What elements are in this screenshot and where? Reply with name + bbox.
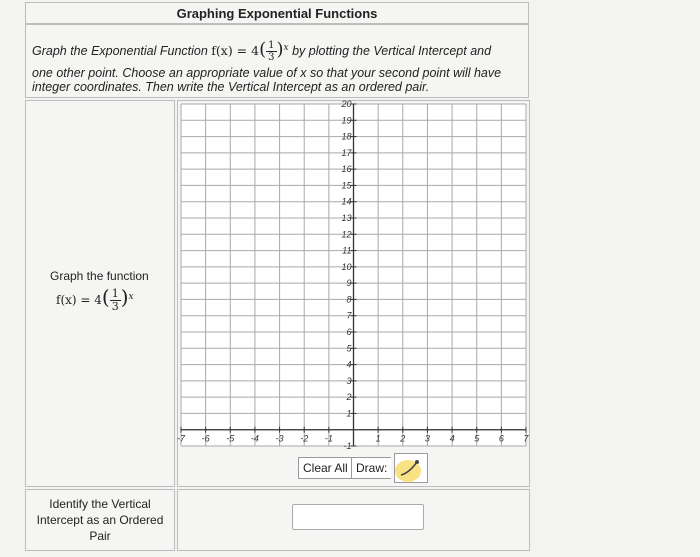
y-tick-label: 4 bbox=[346, 359, 352, 370]
x-tick-label: 3 bbox=[424, 433, 430, 444]
y-tick-label: 10 bbox=[341, 261, 352, 272]
y-tick-label: 20 bbox=[341, 99, 352, 109]
exponent: x bbox=[283, 42, 289, 53]
title-bar bbox=[25, 2, 529, 24]
answer-prompt-line: Intercept as an Ordered bbox=[36, 513, 164, 527]
base-numerator: 1 bbox=[268, 40, 275, 51]
x-tick-label: 4 bbox=[449, 433, 455, 444]
x-tick-label: 1 bbox=[375, 433, 381, 444]
function-expression: f(x) = 4( $\frac{1}{3}$ )$^x$ bbox=[211, 39, 289, 63]
y-tick-label: 3 bbox=[346, 375, 352, 386]
clear-all-button[interactable]: Clear All bbox=[298, 457, 353, 479]
draw-label: Draw: bbox=[351, 457, 391, 479]
graph-panel bbox=[177, 100, 530, 487]
y-tick-label: 5 bbox=[346, 343, 352, 354]
x-tick-label: -1 bbox=[324, 433, 333, 444]
instruction-line-1 bbox=[32, 39, 491, 63]
y-tick-label: 11 bbox=[342, 245, 352, 256]
instruction-line-2: one other point. Choose an appropriate value of x so that your second point will have bbox=[32, 66, 502, 80]
draw-tool-button[interactable] bbox=[394, 453, 428, 483]
function-expression: f(x) = 4( $\frac{1}{3}$ )$^x$ bbox=[56, 285, 134, 313]
function-lhs: f(x) = 4 bbox=[56, 293, 102, 307]
y-tick-label: 19 bbox=[341, 115, 352, 126]
point-tool-icon bbox=[395, 454, 429, 484]
instruction-text: by plotting the Vertical Intercept and bbox=[288, 44, 492, 58]
instruction-text: Graph the Exponential Function bbox=[32, 44, 212, 58]
x-tick-label: -5 bbox=[226, 433, 235, 444]
exponent: x bbox=[128, 292, 134, 302]
instruction-line-3: integer coordinates. Then write the Vertical Intercept as an ordered pair. bbox=[32, 80, 430, 94]
y-tick-label: 13 bbox=[341, 213, 352, 223]
answer-prompt bbox=[26, 496, 174, 544]
answer-prompt-line: Identify the Vertical bbox=[49, 497, 151, 511]
vertical-intercept-input[interactable] bbox=[292, 504, 424, 530]
x-tick-label: -2 bbox=[300, 433, 309, 444]
graph-prompt-label: Graph the function bbox=[50, 269, 149, 283]
x-tick-label: -3 bbox=[275, 433, 284, 444]
y-tick-label: 7 bbox=[346, 310, 352, 321]
instructions-panel bbox=[25, 24, 529, 98]
base-denominator: 3 bbox=[268, 52, 275, 63]
y-tick-label: 9 bbox=[346, 278, 352, 289]
y-tick-label: 17 bbox=[341, 147, 352, 158]
y-tick-label: 1 bbox=[346, 408, 352, 419]
x-tick-label: -4 bbox=[250, 433, 259, 444]
base-denominator: 3 bbox=[111, 300, 119, 313]
answer-prompt-line: Pair bbox=[89, 529, 111, 543]
y-tick-label: 15 bbox=[341, 180, 352, 191]
y-tick-label: 8 bbox=[346, 294, 352, 305]
function-prompt-panel bbox=[25, 100, 175, 487]
answer-input-panel bbox=[177, 489, 530, 551]
x-tick-label: 2 bbox=[400, 433, 406, 444]
y-tick-label: 16 bbox=[341, 164, 352, 175]
y-tick-label: 12 bbox=[341, 229, 352, 240]
y-tick-label: 2 bbox=[346, 392, 352, 403]
x-tick-label: -6 bbox=[201, 433, 210, 444]
x-tick-label: -7 bbox=[176, 433, 186, 444]
function-lhs: f(x) = 4 bbox=[211, 43, 260, 58]
x-tick-label: 7 bbox=[523, 433, 529, 444]
y-tick-label: 6 bbox=[346, 327, 352, 337]
page-title: Graphing Exponential Functions bbox=[176, 6, 378, 21]
answer-prompt-panel bbox=[25, 489, 175, 551]
x-tick-label: 6 bbox=[498, 433, 504, 444]
x-tick-label: 5 bbox=[474, 433, 480, 444]
y-tick-label: 18 bbox=[341, 131, 352, 142]
base-numerator: 1 bbox=[111, 287, 119, 300]
y-tick-label: -1 bbox=[343, 441, 352, 451]
coordinate-grid[interactable] bbox=[178, 101, 529, 486]
y-tick-label: 14 bbox=[341, 196, 352, 207]
